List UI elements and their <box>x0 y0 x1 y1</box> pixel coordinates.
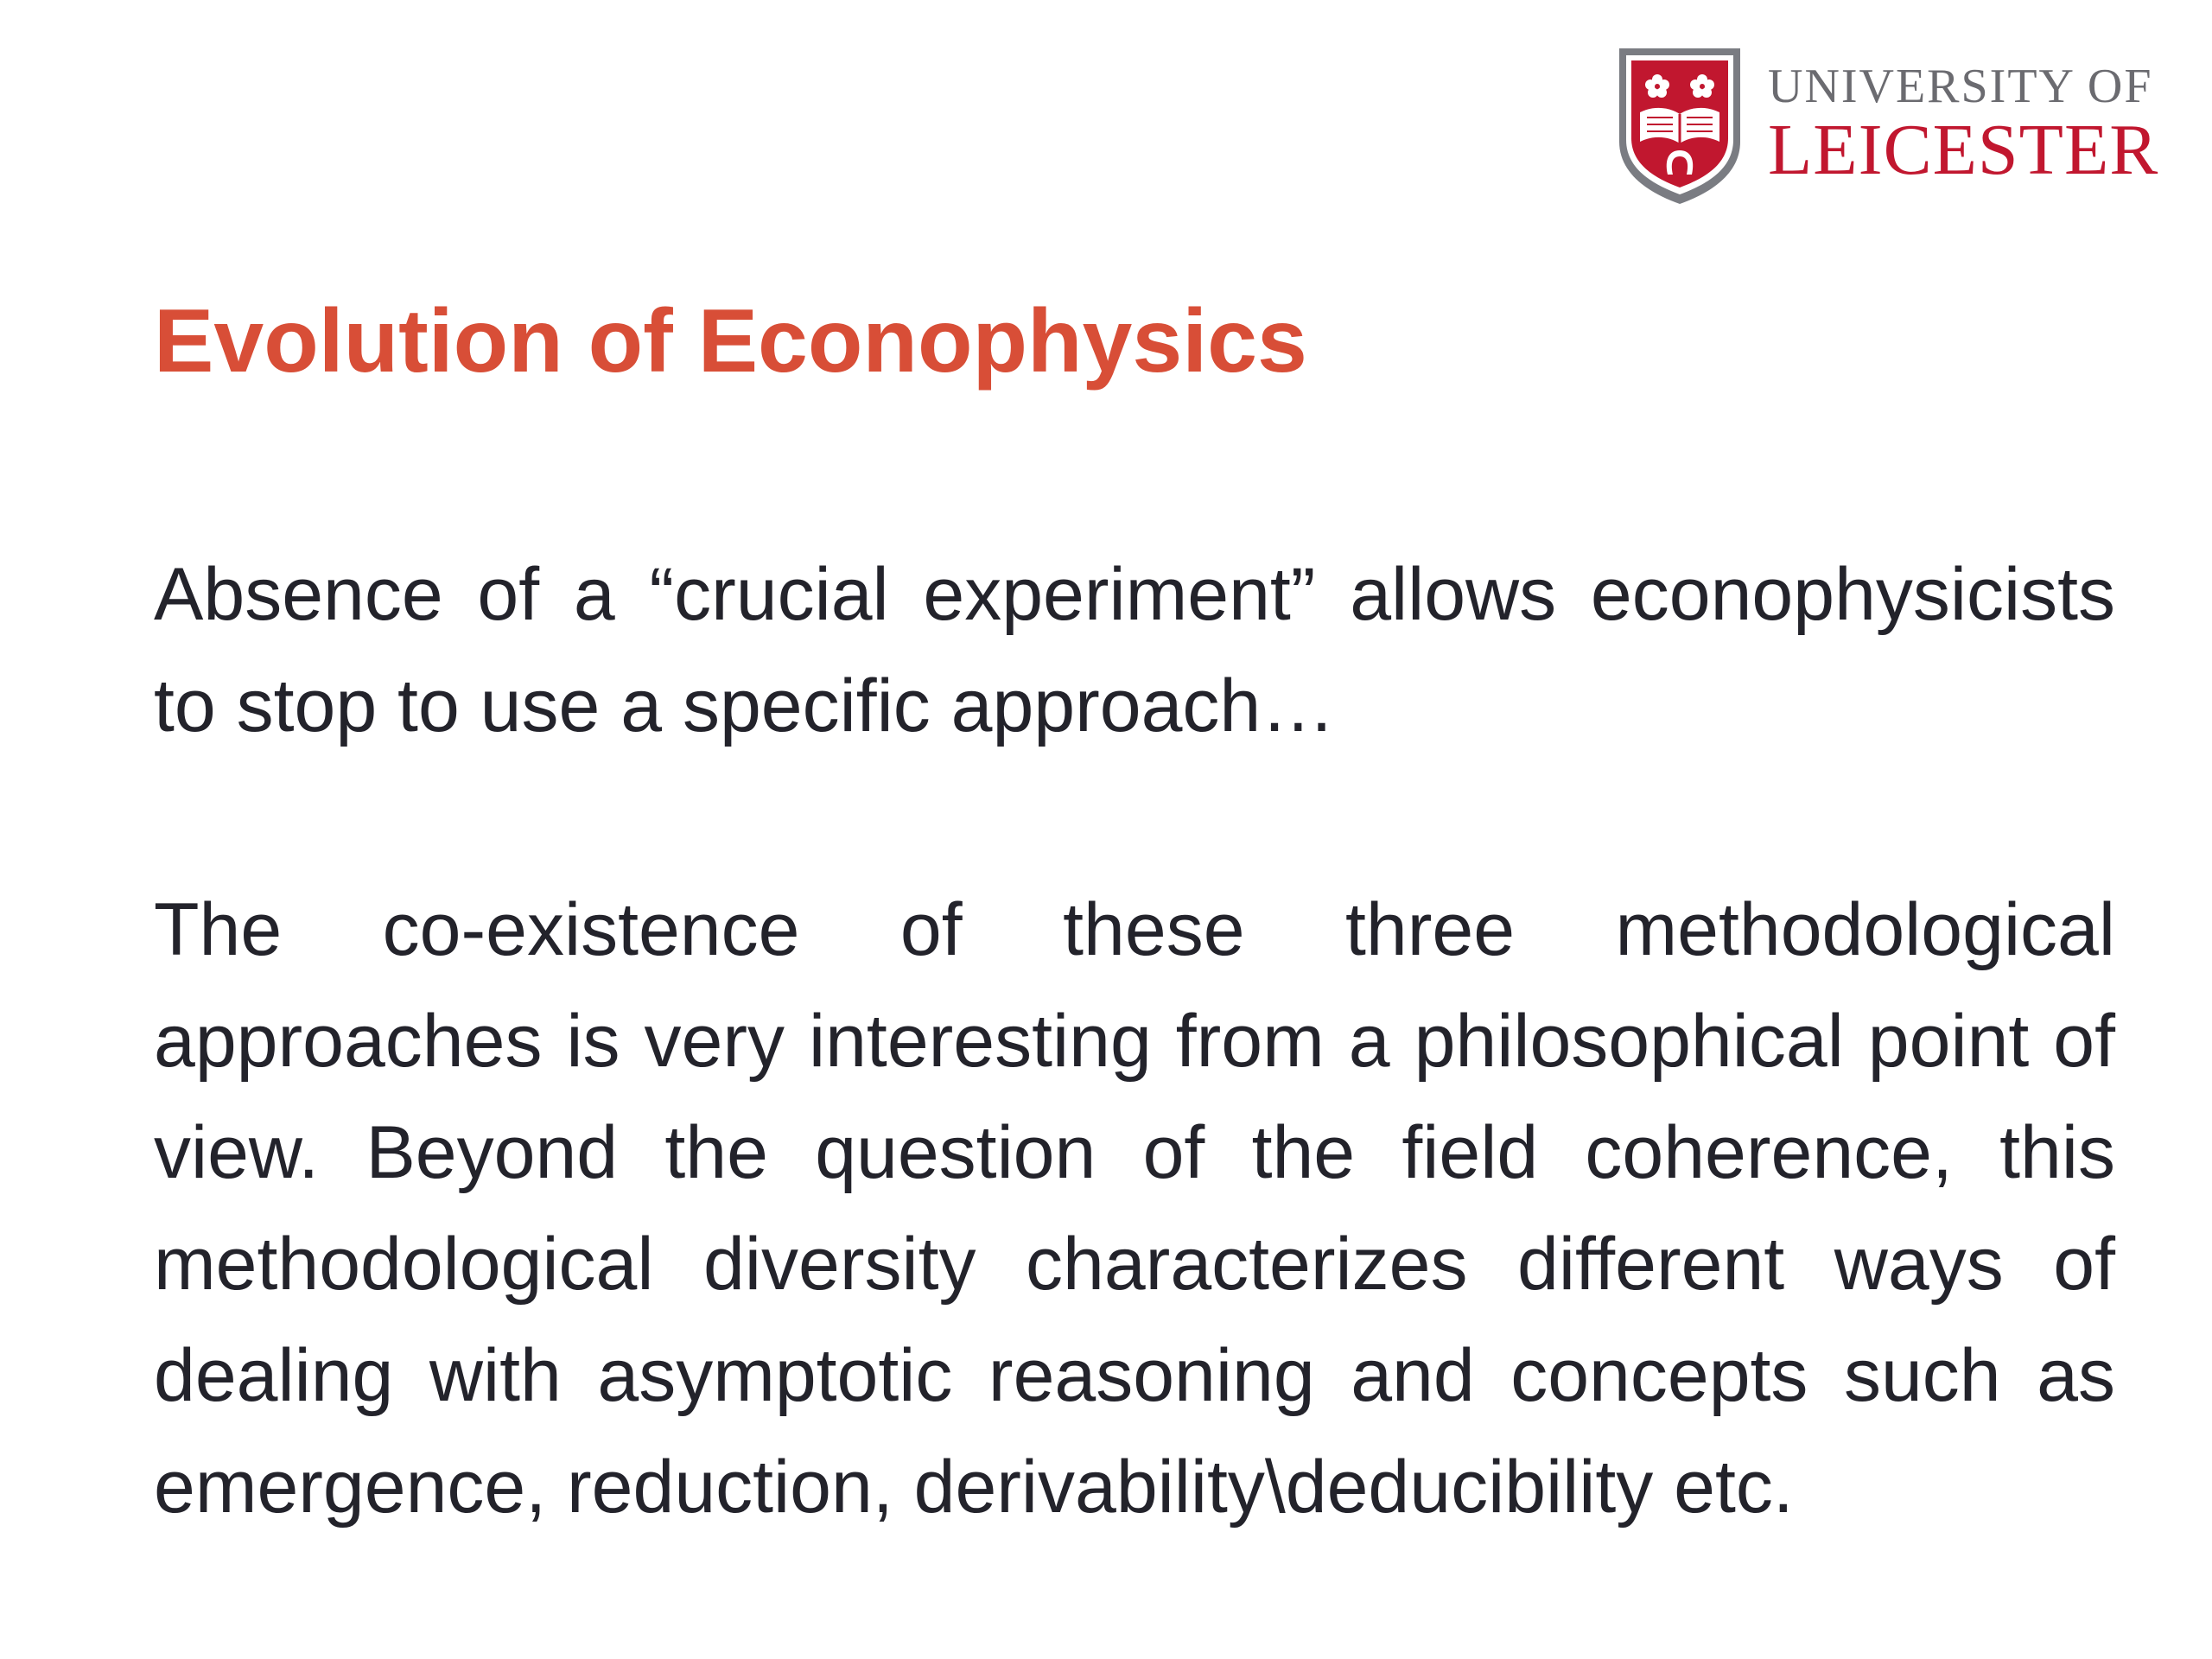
logo-line2: LEICESTER <box>1768 110 2159 190</box>
paragraph-1: Absence of a “crucial experiment” allows econophysicists to stop to use a specific approach… <box>154 553 2115 747</box>
university-crest-icon <box>1616 45 1744 206</box>
paragraph-2: The co-existence of these three methodological approaches is very interesting from a philosophical point of view. Beyond the question of the field coherence, this methodological diversity characterizes different ways of dealing with asymptotic reasoning and concepts such as emergence, reduction, derivability\deducibility etc. <box>154 888 2115 1529</box>
university-logo <box>1616 45 2186 206</box>
university-wordmark <box>1768 60 2183 190</box>
logo-line1: UNIVERSITY OF <box>1768 60 2153 113</box>
slide-title: Evolution of Econophysics <box>154 291 1307 391</box>
